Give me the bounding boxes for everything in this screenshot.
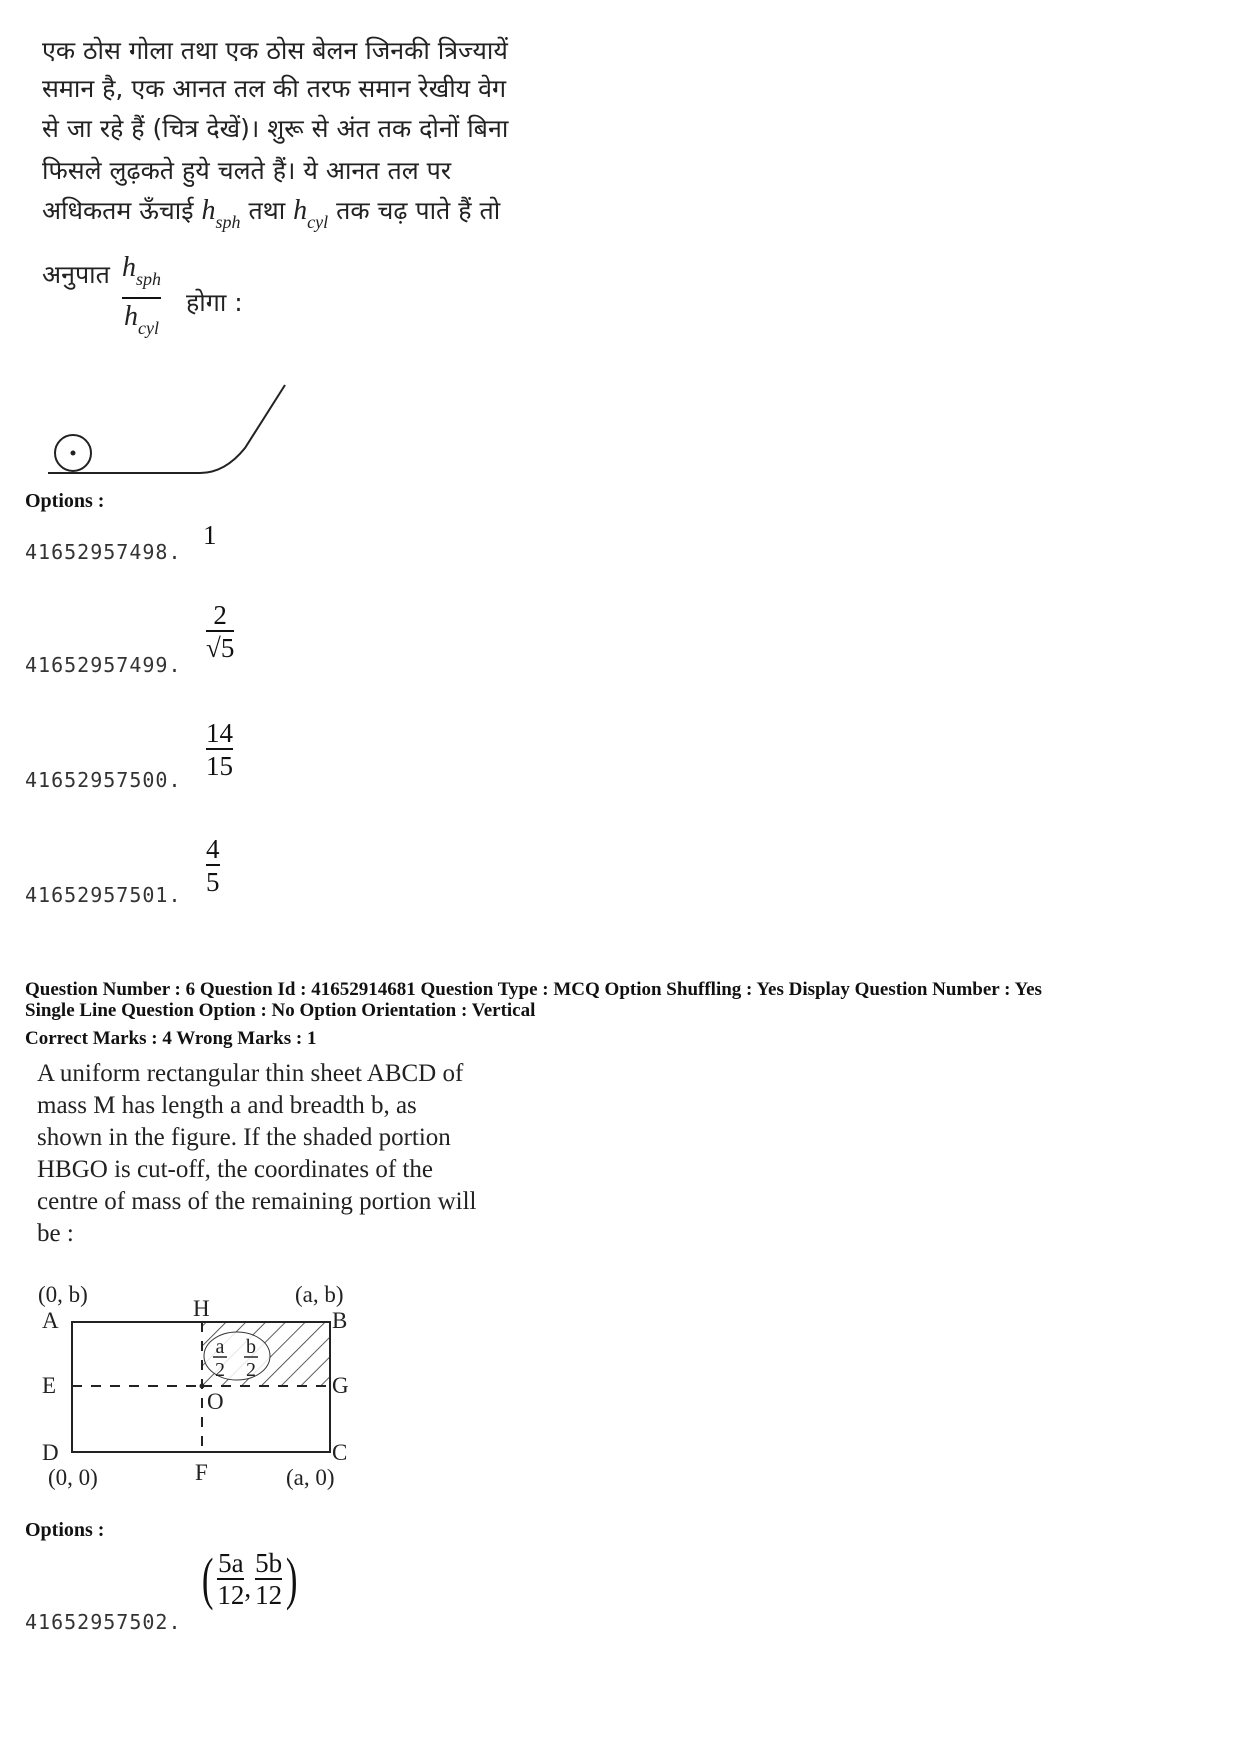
label-H: H — [193, 1296, 210, 1321]
denominator: 12 — [255, 1580, 283, 1610]
sph-subscript: sph — [215, 212, 241, 232]
centre-den-b: 2 — [246, 1359, 256, 1381]
option-id[interactable]: 41652957499. — [25, 653, 182, 677]
numerator: 14 — [206, 718, 233, 748]
option-coordinate — [198, 1548, 301, 1610]
h-sph-symbol — [201, 195, 241, 232]
label-E: E — [42, 1373, 57, 1398]
hindi-line-3: से जा रहे हैं (चित्र देखें)। शुरू से अंत तक दोनों बिना — [42, 114, 509, 143]
numerator: 2 — [213, 600, 227, 630]
hindi-line-4: फिसले लुढ़कते हुये चलते हैं। ये आनत तल पर — [42, 156, 452, 185]
cyl-subscript: cyl — [138, 318, 159, 338]
ratio-suffix: होगा : — [186, 288, 243, 317]
denominator: 12 — [217, 1580, 245, 1610]
options-label: Options : — [25, 490, 105, 512]
h-letter: h — [124, 301, 139, 332]
option-fraction — [206, 600, 234, 664]
option-id[interactable]: 41652957501. — [25, 883, 182, 907]
numerator: 4 — [206, 834, 220, 864]
option-fraction — [206, 834, 220, 898]
incline-plane — [48, 385, 285, 473]
denominator: 15 — [206, 751, 233, 781]
ratio-fraction — [122, 250, 161, 346]
label-F: F — [195, 1460, 208, 1485]
q6-line-1: A uniform rectangular thin sheet ABCD of — [37, 1060, 464, 1087]
sph-subscript: sph — [136, 269, 162, 289]
line5-suffix: तक चढ़ पाते हैं तो — [336, 196, 501, 225]
option-value: 1 — [203, 520, 217, 550]
h-letter: h — [293, 195, 308, 226]
fraction-x — [217, 1548, 244, 1610]
question-meta-line-1: Question Number : 6 Question Id : 41652914681 Question Type : MCQ Option Shuffling : Yes Display Question Number : Yes — [25, 979, 1042, 1000]
fraction-y — [255, 1548, 282, 1610]
q6-line-5: centre of mass of the remaining portion will — [37, 1188, 477, 1215]
option-fraction — [206, 718, 233, 782]
right-paren: ) — [285, 1546, 298, 1611]
left-paren: ( — [201, 1546, 214, 1611]
ratio-denominator — [124, 299, 159, 346]
centre-den-a: 2 — [215, 1359, 225, 1381]
numerator: 5b — [255, 1548, 283, 1578]
centre-b: b — [246, 1336, 256, 1358]
denominator: √5 — [206, 633, 235, 663]
coord-top-right: (a, b) — [295, 1282, 344, 1307]
ratio-numerator — [122, 250, 161, 297]
q6-line-6: be : — [37, 1220, 74, 1247]
line5-mid: तथा — [248, 196, 286, 225]
numerator: 5a — [218, 1548, 244, 1578]
option-id[interactable]: 41652957500. — [25, 768, 182, 792]
option-id[interactable]: 41652957502. — [25, 1610, 182, 1634]
label-O: O — [207, 1389, 224, 1414]
incline-figure — [40, 370, 300, 480]
line5-prefix: अधिकतम ऊँचाई — [42, 196, 194, 225]
center-dot — [71, 451, 76, 456]
hindi-line-2: समान है, एक आनत तल की तरफ समान रेखीय वेग — [42, 74, 507, 103]
h-letter: h — [122, 252, 136, 283]
centre-label-bg — [204, 1332, 270, 1380]
label-B: B — [332, 1308, 348, 1333]
rectangle-figure — [30, 1280, 370, 1505]
hindi-line-5 — [42, 190, 500, 243]
option-id[interactable]: 41652957498. — [25, 540, 182, 564]
denominator: 5 — [206, 867, 220, 897]
ratio-prefix: अनुपात — [42, 260, 110, 289]
coord-bottom-left: (0, 0) — [48, 1465, 98, 1490]
marks-line: Correct Marks : 4 Wrong Marks : 1 — [25, 1028, 317, 1049]
label-C: C — [332, 1440, 348, 1465]
cyl-subscript: cyl — [307, 212, 329, 232]
options-label: Options : — [25, 1519, 105, 1541]
h-letter: h — [201, 195, 216, 226]
label-G: G — [332, 1373, 349, 1398]
comma: , — [244, 1573, 252, 1603]
centre-a: a — [215, 1336, 225, 1358]
q6-line-4: HBGO is cut-off, the coordinates of the — [37, 1156, 433, 1183]
coord-bottom-right: (a, 0) — [286, 1465, 335, 1490]
q6-line-3: shown in the figure. If the shaded portion — [37, 1124, 451, 1151]
h-cyl-symbol — [293, 195, 329, 232]
coord-top-left: (0, b) — [38, 1282, 88, 1307]
q6-line-2: mass M has length a and breadth b, as — [37, 1092, 417, 1119]
point-O — [200, 1384, 205, 1389]
label-A: A — [42, 1308, 59, 1333]
hindi-line-1: एक ठोस गोला तथा एक ठोस बेलन जिनकी त्रिज्यायें — [42, 36, 508, 65]
question-meta-line-2: Single Line Question Option : No Option Orientation : Vertical — [25, 1000, 536, 1021]
label-D: D — [42, 1440, 59, 1465]
